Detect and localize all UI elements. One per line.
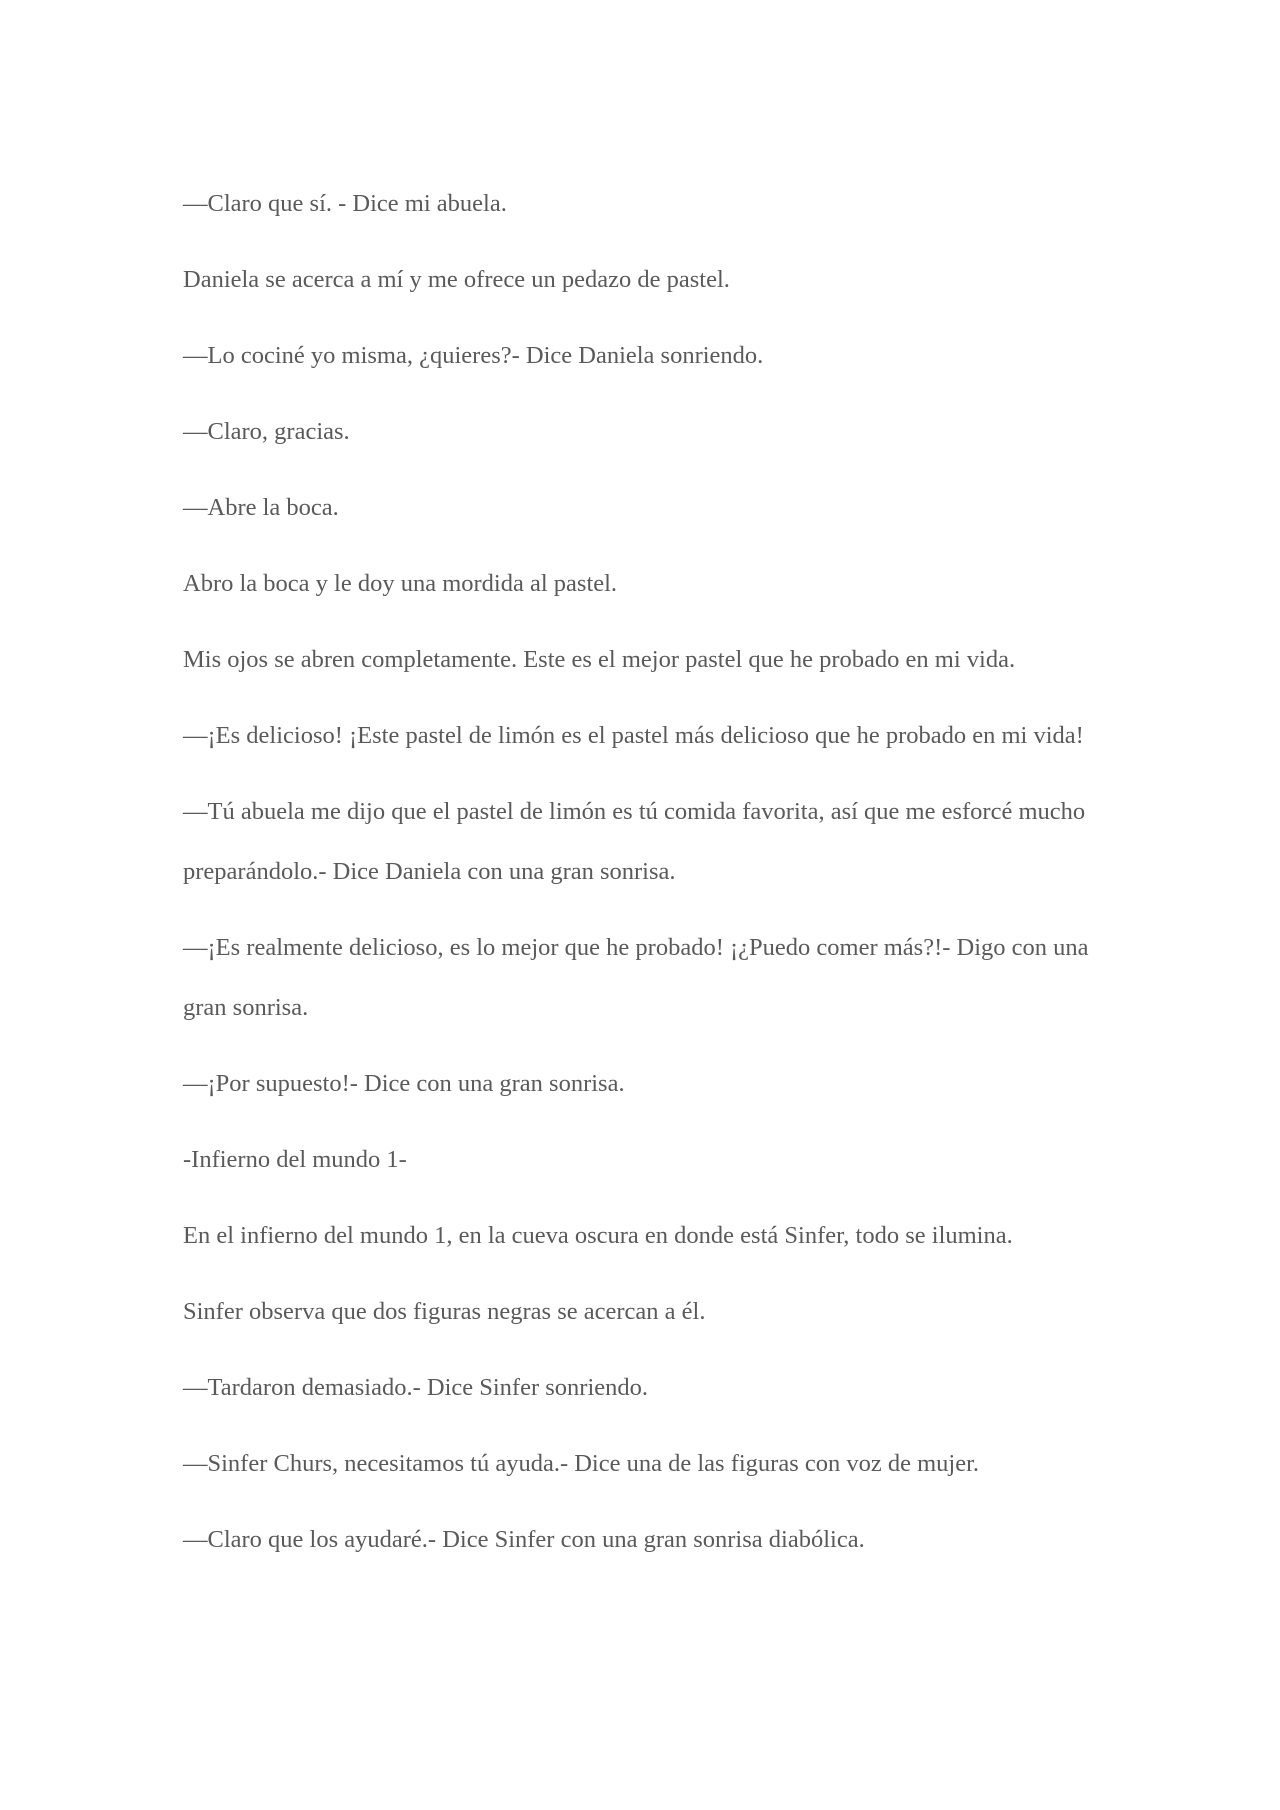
paragraph: —¡Es realmente delicioso, es lo mejor que he probado! ¡¿Puedo comer más?!- Digo con una gran sonrisa. xyxy=(183,934,1089,1021)
paragraph: Mis ojos se abren completamente. Este es el mejor pastel que he probado en mi vida. xyxy=(183,646,1016,673)
paragraph: —Lo cociné yo misma, ¿quieres?- Dice Daniela sonriendo. xyxy=(183,342,764,369)
paragraph: —¡Por supuesto!- Dice con una gran sonrisa. xyxy=(183,1070,625,1097)
paragraph: —Sinfer Churs, necesitamos tú ayuda.- Dice una de las figuras con voz de mujer. xyxy=(183,1450,980,1477)
paragraph: —Claro que sí. - Dice mi abuela. xyxy=(183,190,507,217)
paragraph: —Abre la boca. xyxy=(183,494,339,521)
paragraph: —Claro que los ayudaré.- Dice Sinfer con una gran sonrisa diabólica. xyxy=(183,1526,865,1553)
paragraph: —¡Es delicioso! ¡Este pastel de limón es el pastel más delicioso que he probado en mi vida! xyxy=(183,722,1084,749)
paragraph: Abro la boca y le doy una mordida al pastel. xyxy=(183,570,618,597)
document-body xyxy=(183,174,1113,1586)
paragraph: —Tú abuela me dijo que el pastel de limón es tú comida favorita, así que me esforcé mucho preparándolo.- Dice Daniela con una gran sonrisa. xyxy=(183,798,1086,885)
paragraph: Daniela se acerca a mí y me ofrece un pedazo de pastel. xyxy=(183,266,730,293)
paragraph: Sinfer observa que dos figuras negras se acercan a él. xyxy=(183,1298,706,1325)
paragraph: —Tardaron demasiado.- Dice Sinfer sonriendo. xyxy=(183,1374,648,1401)
section-heading: -Infierno del mundo 1- xyxy=(183,1146,407,1173)
paragraph: —Claro, gracias. xyxy=(183,418,350,445)
paragraph: En el infierno del mundo 1, en la cueva oscura en donde está Sinfer, todo se ilumina. xyxy=(183,1222,1013,1249)
